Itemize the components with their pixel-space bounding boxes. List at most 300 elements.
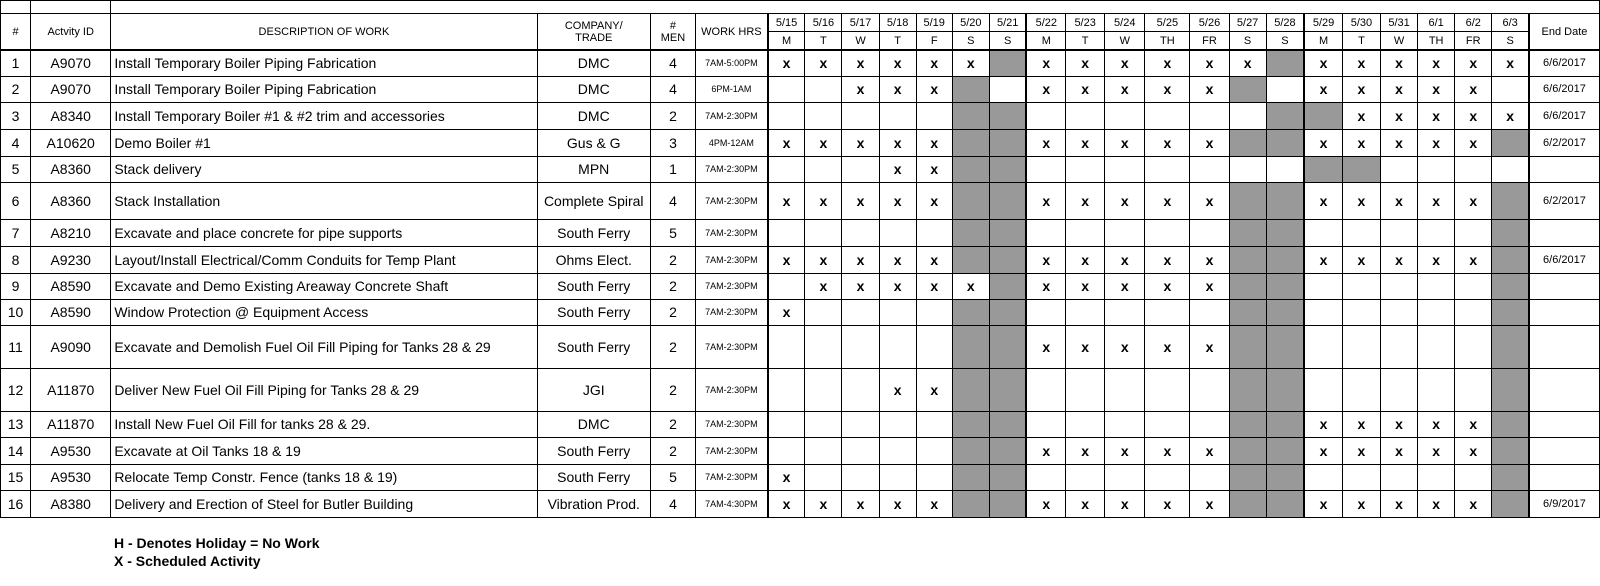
- day-cell: x: [1190, 182, 1229, 219]
- day-cell: [1145, 102, 1190, 129]
- activity-id: A8210: [31, 219, 111, 246]
- day-cell: [1026, 219, 1065, 246]
- day-cell: [916, 325, 952, 368]
- day-cell: x: [1145, 273, 1190, 299]
- day-cell: [1105, 102, 1145, 129]
- day-cell: x: [1342, 50, 1380, 76]
- day-cell: [842, 464, 879, 490]
- day-cell: [768, 273, 805, 299]
- day-cell: x: [842, 246, 879, 273]
- weekend-cell: [1266, 182, 1304, 219]
- activity-id: A9070: [31, 76, 111, 102]
- row-number: 12: [1, 368, 31, 411]
- day-cell: [805, 368, 842, 411]
- spacer-cell: [111, 1, 1600, 14]
- day-cell: [805, 219, 842, 246]
- men-count: 4: [650, 76, 695, 102]
- weekend-cell: [1266, 437, 1304, 464]
- weekend-cell: [1229, 325, 1266, 368]
- day-cell: x: [879, 156, 916, 182]
- day-cell: [1026, 299, 1065, 325]
- day-cell: x: [1066, 182, 1105, 219]
- weekend-cell: [1304, 102, 1342, 129]
- day-cell: [879, 219, 916, 246]
- day-cell: x: [1066, 50, 1105, 76]
- company-trade: DMC: [537, 76, 650, 102]
- header-date: 5/15: [768, 14, 805, 32]
- table-row: [1, 411, 1600, 437]
- header-weekday: S: [1492, 32, 1529, 51]
- header-company-line2: TRADE: [575, 31, 613, 44]
- weekend-cell: [1266, 411, 1304, 437]
- header-weekday: M: [768, 32, 805, 51]
- end-date: 6/6/2017: [1529, 76, 1600, 102]
- day-cell: [1105, 299, 1145, 325]
- day-cell: [1304, 273, 1342, 299]
- header-weekday: W: [842, 32, 879, 51]
- work-description: Stack Installation: [111, 182, 537, 219]
- row-number: 5: [1, 156, 31, 182]
- weekend-cell: [1229, 182, 1266, 219]
- day-cell: x: [1229, 50, 1266, 76]
- day-cell: [1066, 219, 1105, 246]
- men-count: 1: [650, 156, 695, 182]
- day-cell: [842, 437, 879, 464]
- table-row: [1, 219, 1600, 246]
- header-num: #: [1, 14, 31, 51]
- day-cell: x: [952, 273, 989, 299]
- weekend-cell: [1492, 129, 1529, 156]
- day-cell: x: [879, 50, 916, 76]
- day-cell: x: [916, 246, 952, 273]
- day-cell: x: [1455, 129, 1492, 156]
- day-cell: x: [1304, 437, 1342, 464]
- activity-id: A9530: [31, 437, 111, 464]
- header-men-line1: #: [669, 19, 677, 32]
- company-trade: South Ferry: [537, 464, 650, 490]
- day-cell: x: [1304, 490, 1342, 517]
- day-cell: x: [1145, 490, 1190, 517]
- day-cell: x: [1304, 411, 1342, 437]
- day-cell: x: [1026, 50, 1065, 76]
- end-date: [1529, 411, 1600, 437]
- company-trade: South Ferry: [537, 299, 650, 325]
- activity-id: A9230: [31, 246, 111, 273]
- day-cell: [1304, 464, 1342, 490]
- day-cell: x: [1105, 490, 1145, 517]
- header-date: 5/21: [989, 14, 1026, 32]
- activity-id: A8380: [31, 490, 111, 517]
- weekend-cell: [1492, 273, 1529, 299]
- row-number: 16: [1, 490, 31, 517]
- end-date: 6/9/2017: [1529, 490, 1600, 517]
- row-number: 10: [1, 299, 31, 325]
- day-cell: [842, 325, 879, 368]
- day-cell: x: [1304, 50, 1342, 76]
- weekend-cell: [1229, 246, 1266, 273]
- header-date: 5/18: [879, 14, 916, 32]
- end-date: 6/6/2017: [1529, 50, 1600, 76]
- day-cell: [768, 102, 805, 129]
- day-cell: x: [1380, 76, 1417, 102]
- weekend-cell: [1266, 50, 1304, 76]
- day-cell: x: [1026, 246, 1065, 273]
- day-cell: [805, 411, 842, 437]
- day-cell: x: [1455, 182, 1492, 219]
- work-description: Relocate Temp Constr. Fence (tanks 18 & 19): [111, 464, 537, 490]
- work-hours: 7AM-2:30PM: [696, 464, 768, 490]
- row-number: 1: [1, 50, 31, 76]
- men-count: 3: [650, 129, 695, 156]
- end-date: [1529, 325, 1600, 368]
- day-cell: [1105, 464, 1145, 490]
- header-activity-id: Actvity ID: [31, 14, 111, 51]
- weekend-cell: [989, 219, 1026, 246]
- day-cell: [1418, 368, 1455, 411]
- day-cell: [805, 325, 842, 368]
- end-date: 6/6/2017: [1529, 246, 1600, 273]
- day-cell: [879, 411, 916, 437]
- day-cell: x: [1304, 76, 1342, 102]
- day-cell: [1418, 219, 1455, 246]
- day-cell: [1229, 156, 1266, 182]
- day-cell: x: [879, 490, 916, 517]
- day-cell: x: [805, 182, 842, 219]
- weekend-cell: [1492, 246, 1529, 273]
- header-date: 5/30: [1342, 14, 1380, 32]
- table-row: [1, 325, 1600, 368]
- weekend-cell: [989, 156, 1026, 182]
- weekend-cell: [952, 129, 989, 156]
- header-date: 5/23: [1066, 14, 1105, 32]
- row-number: 2: [1, 76, 31, 102]
- day-cell: [842, 299, 879, 325]
- weekend-cell: [1266, 490, 1304, 517]
- day-cell: x: [1304, 246, 1342, 273]
- day-cell: [916, 464, 952, 490]
- end-date: [1529, 156, 1600, 182]
- end-date: 6/2/2017: [1529, 182, 1600, 219]
- day-cell: x: [1455, 50, 1492, 76]
- weekend-cell: [1492, 411, 1529, 437]
- table-row: [1, 246, 1600, 273]
- header-weekday: T: [1066, 32, 1105, 51]
- weekend-cell: [989, 273, 1026, 299]
- weekend-cell: [1266, 368, 1304, 411]
- day-cell: [1455, 464, 1492, 490]
- day-cell: [1304, 368, 1342, 411]
- row-number: 3: [1, 102, 31, 129]
- day-cell: [1026, 411, 1065, 437]
- day-cell: x: [1066, 76, 1105, 102]
- day-cell: [1342, 368, 1380, 411]
- header-weekday: FR: [1455, 32, 1492, 51]
- weekend-cell: [1492, 464, 1529, 490]
- header-date: 5/31: [1380, 14, 1417, 32]
- day-cell: [768, 368, 805, 411]
- day-cell: [1418, 325, 1455, 368]
- day-cell: x: [1380, 490, 1417, 517]
- legend-scheduled: X - Scheduled Activity: [114, 553, 261, 569]
- company-trade: DMC: [537, 50, 650, 76]
- men-count: 2: [650, 246, 695, 273]
- day-cell: [1229, 102, 1266, 129]
- day-cell: [1190, 219, 1229, 246]
- header-weekday: M: [1304, 32, 1342, 51]
- day-cell: x: [879, 368, 916, 411]
- day-cell: [1455, 368, 1492, 411]
- day-cell: [1304, 219, 1342, 246]
- end-date: [1529, 437, 1600, 464]
- header-weekday: S: [952, 32, 989, 51]
- end-date: [1529, 273, 1600, 299]
- work-description: Install New Fuel Oil Fill for tanks 28 & 29.: [111, 411, 537, 437]
- table-row: [1, 102, 1600, 129]
- day-cell: [1105, 411, 1145, 437]
- weekend-cell: [989, 464, 1026, 490]
- activity-id: A9090: [31, 325, 111, 368]
- company-trade: JGI: [537, 368, 650, 411]
- header-weekday: T: [805, 32, 842, 51]
- header-weekday: TH: [1418, 32, 1455, 51]
- row-number: 4: [1, 129, 31, 156]
- day-cell: x: [916, 182, 952, 219]
- weekend-cell: [989, 368, 1026, 411]
- company-trade: South Ferry: [537, 273, 650, 299]
- table-row: [1, 437, 1600, 464]
- day-cell: [1026, 156, 1065, 182]
- weekend-cell: [989, 490, 1026, 517]
- day-cell: [879, 325, 916, 368]
- day-cell: x: [1304, 182, 1342, 219]
- day-cell: x: [768, 50, 805, 76]
- end-date: 6/2/2017: [1529, 129, 1600, 156]
- day-cell: x: [1418, 490, 1455, 517]
- day-cell: x: [1455, 76, 1492, 102]
- day-cell: x: [952, 50, 989, 76]
- day-cell: x: [1380, 437, 1417, 464]
- day-cell: x: [805, 273, 842, 299]
- day-cell: [768, 219, 805, 246]
- weekend-cell: [1492, 182, 1529, 219]
- table-row: [1, 299, 1600, 325]
- day-cell: x: [1190, 50, 1229, 76]
- day-cell: [768, 437, 805, 464]
- day-cell: [1380, 219, 1417, 246]
- weekend-cell: [1229, 219, 1266, 246]
- day-cell: [1066, 368, 1105, 411]
- day-cell: x: [842, 490, 879, 517]
- day-cell: x: [916, 50, 952, 76]
- day-cell: x: [1105, 129, 1145, 156]
- header-weekday: W: [1380, 32, 1417, 51]
- row-number: 13: [1, 411, 31, 437]
- day-cell: [1066, 156, 1105, 182]
- activity-id: A10620: [31, 129, 111, 156]
- day-cell: x: [1342, 102, 1380, 129]
- day-cell: x: [916, 76, 952, 102]
- day-cell: x: [1026, 129, 1065, 156]
- men-count: 5: [650, 464, 695, 490]
- header-date: 6/1: [1418, 14, 1455, 32]
- day-cell: x: [842, 273, 879, 299]
- work-hours: 7AM-5:00PM: [696, 50, 768, 76]
- weekend-cell: [1229, 464, 1266, 490]
- weekend-cell: [1492, 368, 1529, 411]
- day-cell: [1145, 156, 1190, 182]
- work-hours: 7AM-4:30PM: [696, 490, 768, 517]
- header-description: DESCRIPTION OF WORK: [111, 14, 537, 51]
- day-cell: x: [1380, 182, 1417, 219]
- weekend-cell: [952, 437, 989, 464]
- header-company: [537, 14, 650, 51]
- weekend-cell: [989, 129, 1026, 156]
- day-cell: x: [1492, 102, 1529, 129]
- weekend-cell: [989, 50, 1026, 76]
- day-cell: x: [1304, 129, 1342, 156]
- weekend-cell: [952, 102, 989, 129]
- day-cell: [805, 437, 842, 464]
- work-description: Excavate and place concrete for pipe supports: [111, 219, 537, 246]
- header-weekday: TH: [1145, 32, 1190, 51]
- weekend-cell: [1266, 273, 1304, 299]
- header-date: 5/22: [1026, 14, 1065, 32]
- day-cell: [1066, 299, 1105, 325]
- day-cell: [805, 464, 842, 490]
- day-cell: [1455, 273, 1492, 299]
- day-cell: [1455, 299, 1492, 325]
- weekend-cell: [952, 219, 989, 246]
- spacer-cell: [1, 1, 31, 14]
- work-hours: 4PM-12AM: [696, 129, 768, 156]
- work-hours: 7AM-2:30PM: [696, 156, 768, 182]
- day-cell: [1380, 368, 1417, 411]
- row-number: 11: [1, 325, 31, 368]
- header-weekday: S: [989, 32, 1026, 51]
- day-cell: x: [1026, 76, 1065, 102]
- day-cell: x: [842, 129, 879, 156]
- day-cell: x: [1145, 437, 1190, 464]
- row-number: 8: [1, 246, 31, 273]
- weekend-cell: [1266, 219, 1304, 246]
- company-trade: South Ferry: [537, 437, 650, 464]
- day-cell: x: [1105, 76, 1145, 102]
- day-cell: [1342, 219, 1380, 246]
- day-cell: [1380, 464, 1417, 490]
- weekend-cell: [989, 246, 1026, 273]
- day-cell: [879, 102, 916, 129]
- day-cell: [1492, 76, 1529, 102]
- day-cell: x: [1026, 325, 1065, 368]
- company-trade: Ohms Elect.: [537, 246, 650, 273]
- day-cell: [1190, 411, 1229, 437]
- header-work-hrs: WORK HRS: [696, 14, 768, 51]
- work-description: Demo Boiler #1: [111, 129, 537, 156]
- activity-id: A8590: [31, 299, 111, 325]
- end-date: [1529, 219, 1600, 246]
- day-cell: [1190, 464, 1229, 490]
- day-cell: [1145, 219, 1190, 246]
- work-hours: 7AM-2:30PM: [696, 437, 768, 464]
- day-cell: x: [1342, 76, 1380, 102]
- day-cell: x: [1066, 325, 1105, 368]
- day-cell: x: [842, 76, 879, 102]
- spacer-row: [1, 1, 1600, 14]
- weekend-cell: [1492, 325, 1529, 368]
- day-cell: x: [1066, 490, 1105, 517]
- day-cell: [805, 156, 842, 182]
- day-cell: [1145, 299, 1190, 325]
- weekend-cell: [1492, 437, 1529, 464]
- day-cell: x: [1105, 325, 1145, 368]
- day-cell: x: [879, 129, 916, 156]
- header-weekday: FR: [1190, 32, 1229, 51]
- company-trade: DMC: [537, 411, 650, 437]
- header-men-line2: MEN: [660, 31, 686, 44]
- day-cell: x: [1145, 50, 1190, 76]
- activity-id: A8360: [31, 182, 111, 219]
- day-cell: x: [1380, 50, 1417, 76]
- day-cell: x: [1418, 246, 1455, 273]
- day-cell: x: [1105, 50, 1145, 76]
- day-cell: x: [1145, 325, 1190, 368]
- table-row: [1, 156, 1600, 182]
- day-cell: [1455, 156, 1492, 182]
- header-row-dates: [1, 14, 1600, 32]
- day-cell: x: [1066, 129, 1105, 156]
- day-cell: x: [1418, 129, 1455, 156]
- day-cell: x: [768, 490, 805, 517]
- header-end-date: End Date: [1529, 14, 1600, 51]
- day-cell: [768, 156, 805, 182]
- men-count: 4: [650, 182, 695, 219]
- day-cell: [916, 102, 952, 129]
- weekend-cell: [989, 411, 1026, 437]
- day-cell: x: [879, 273, 916, 299]
- weekend-cell: [952, 299, 989, 325]
- end-date: [1529, 299, 1600, 325]
- header-date: 5/16: [805, 14, 842, 32]
- day-cell: x: [842, 50, 879, 76]
- day-cell: x: [1342, 246, 1380, 273]
- work-hours: 7AM-2:30PM: [696, 325, 768, 368]
- day-cell: [916, 219, 952, 246]
- day-cell: x: [1190, 437, 1229, 464]
- row-number: 6: [1, 182, 31, 219]
- day-cell: [879, 299, 916, 325]
- header-weekday: S: [1229, 32, 1266, 51]
- day-cell: [1455, 219, 1492, 246]
- company-trade: MPN: [537, 156, 650, 182]
- work-description: Install Temporary Boiler Piping Fabrication: [111, 50, 537, 76]
- work-hours: 7AM-2:30PM: [696, 411, 768, 437]
- header-date: 6/3: [1492, 14, 1529, 32]
- weekend-cell: [1229, 368, 1266, 411]
- work-description: Excavate and Demolish Fuel Oil Fill Piping for Tanks 28 & 29: [111, 325, 537, 368]
- header-date: 5/24: [1105, 14, 1145, 32]
- men-count: 2: [650, 102, 695, 129]
- company-trade: Vibration Prod.: [537, 490, 650, 517]
- day-cell: [768, 76, 805, 102]
- weekend-cell: [1342, 156, 1380, 182]
- legend-holiday: H - Denotes Holiday = No Work: [114, 535, 320, 551]
- weekend-cell: [989, 325, 1026, 368]
- table-row: [1, 273, 1600, 299]
- day-cell: [1380, 156, 1417, 182]
- day-cell: x: [805, 50, 842, 76]
- spacer-cell: [31, 1, 111, 14]
- day-cell: [768, 411, 805, 437]
